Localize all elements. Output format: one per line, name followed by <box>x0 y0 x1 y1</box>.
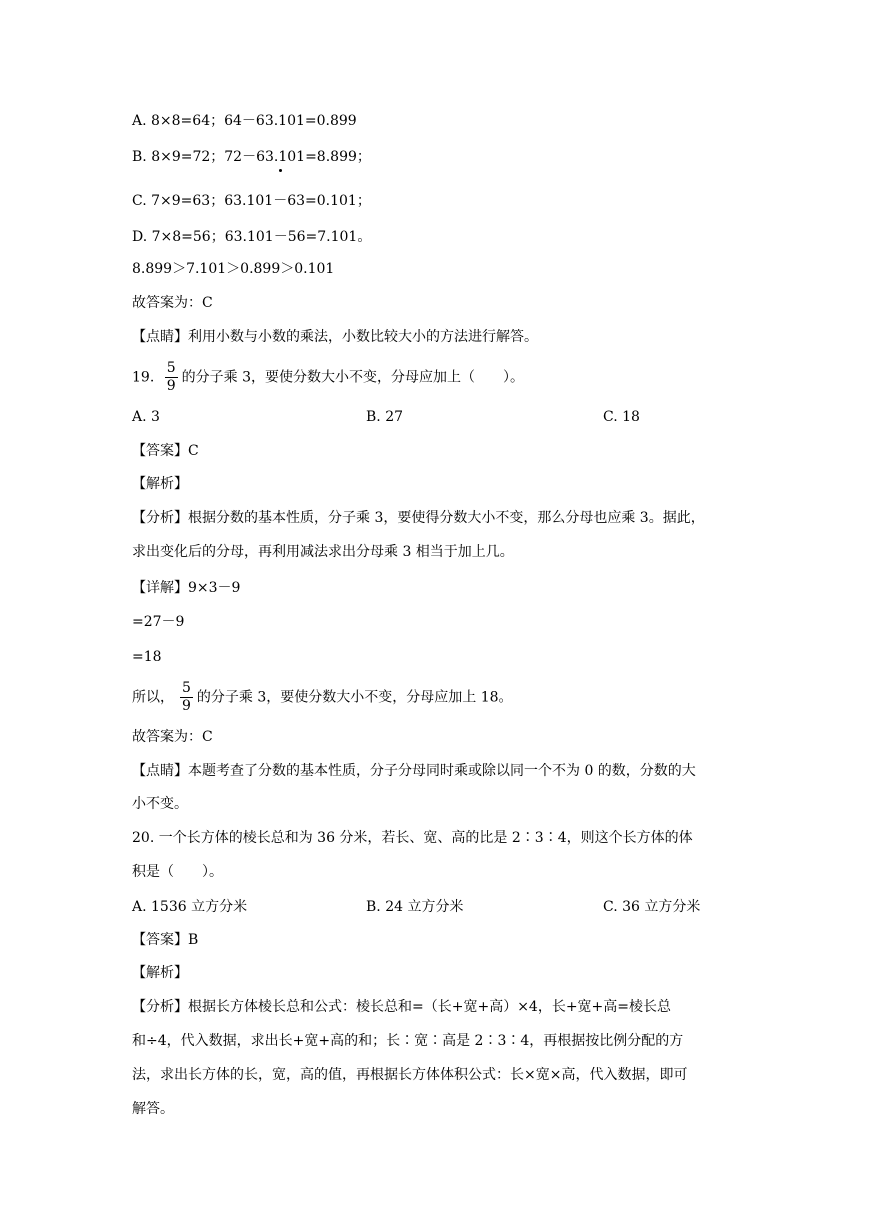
q20-analysis-line-4: 解答。 <box>132 1101 174 1117</box>
q19-analysis-heading: 【解析】 <box>132 476 188 492</box>
q18-option-c: C. 7×9=63；63.101－63=0.101； <box>132 193 371 209</box>
q20-answer: 【答案】B <box>132 932 199 948</box>
q19-detail-line-2: =27－9 <box>132 614 185 630</box>
q19-analysis-line-1: 【分析】根据分数的基本性质，分子乘 3，要使得分数大小不变，那么分母也应乘 3。据此， <box>132 510 705 526</box>
fraction-denominator: 9 <box>166 378 176 394</box>
q20-option-c: C. 36 立方分米 <box>603 899 701 915</box>
q19-option-a: A. 3 <box>132 409 160 425</box>
q20-option-b: B. 24 立方分米 <box>366 899 464 915</box>
q19-detail-line-1: 【详解】9×3－9 <box>132 580 241 596</box>
q19-number: 19. <box>132 369 155 386</box>
q18-comparison: 8.899＞7.101＞0.899＞0.101 <box>132 261 335 277</box>
fraction-five-ninths <box>180 680 193 715</box>
q19-option-b: B. 27 <box>366 409 404 425</box>
q19-stem <box>132 360 524 395</box>
fraction-numerator: 5 <box>182 680 191 696</box>
fraction-denominator: 9 <box>182 698 191 714</box>
q19-option-c: C. 18 <box>603 409 640 425</box>
q20-analysis-line-3: 法，求出长方体的长，宽，高的值，再根据长方体体积公式：长×宽×高，代入数据，即可 <box>132 1067 688 1083</box>
q20-stem-line-2: 积是（ ）。 <box>132 864 223 880</box>
q20-analysis-line-1: 【分析】根据长方体棱长总和公式：棱长总和=（长+宽+高）×4，长+宽+高=棱长总 <box>132 999 672 1015</box>
q18-option-b: B. 8×9=72；72－63.101=8.899； <box>132 149 371 165</box>
q19-stem-text: 的分子乘 3，要使分数大小不变，分母应加上（ ）。 <box>181 369 524 386</box>
q18-note: 【点睛】利用小数与小数的乘法，小数比较大小的方法进行解答。 <box>132 329 538 345</box>
q19-detail-line-3: =18 <box>132 649 162 665</box>
q19-note-line-2: 小不变。 <box>132 796 188 812</box>
q18-option-a: A. 8×8=64；64－63.101=0.899 <box>132 113 357 129</box>
q18-option-d: D. 7×8=56；63.101－56=7.101。 <box>132 229 372 245</box>
q19-so-text: 的分子乘 3，要使分数大小不变，分母应加上 18。 <box>196 689 513 706</box>
repeating-decimal-dot <box>279 169 282 172</box>
q19-so-line <box>132 680 513 715</box>
q18-conclusion: 故答案为：C <box>132 295 213 311</box>
q19-answer: 【答案】C <box>132 443 199 459</box>
fraction-numerator: 5 <box>166 360 176 376</box>
q20-analysis-line-2: 和÷4，代入数据，求出长+宽+高的和；长∶宽∶高是 2∶3∶4，再根据按比例分配的方 <box>132 1033 684 1049</box>
q19-analysis-line-2: 求出变化后的分母，再利用减法求出分母乘 3 相当于加上几。 <box>132 544 514 560</box>
q19-so-prefix: 所以， <box>132 689 174 706</box>
q19-note-line-1: 【点睛】本题考查了分数的基本性质，分子分母同时乘或除以同一个不为 0 的数，分数的大 <box>132 763 696 779</box>
q20-option-a: A. 1536 立方分米 <box>132 899 248 915</box>
fraction-five-ninths <box>165 360 178 395</box>
q19-conclusion: 故答案为：C <box>132 729 213 745</box>
q20-analysis-heading: 【解析】 <box>132 965 188 981</box>
q20-stem-line-1: 20. 一个长方体的棱长总和为 36 分米，若长、宽、高的比是 2∶3∶4，则这个长方体的体 <box>132 830 693 846</box>
